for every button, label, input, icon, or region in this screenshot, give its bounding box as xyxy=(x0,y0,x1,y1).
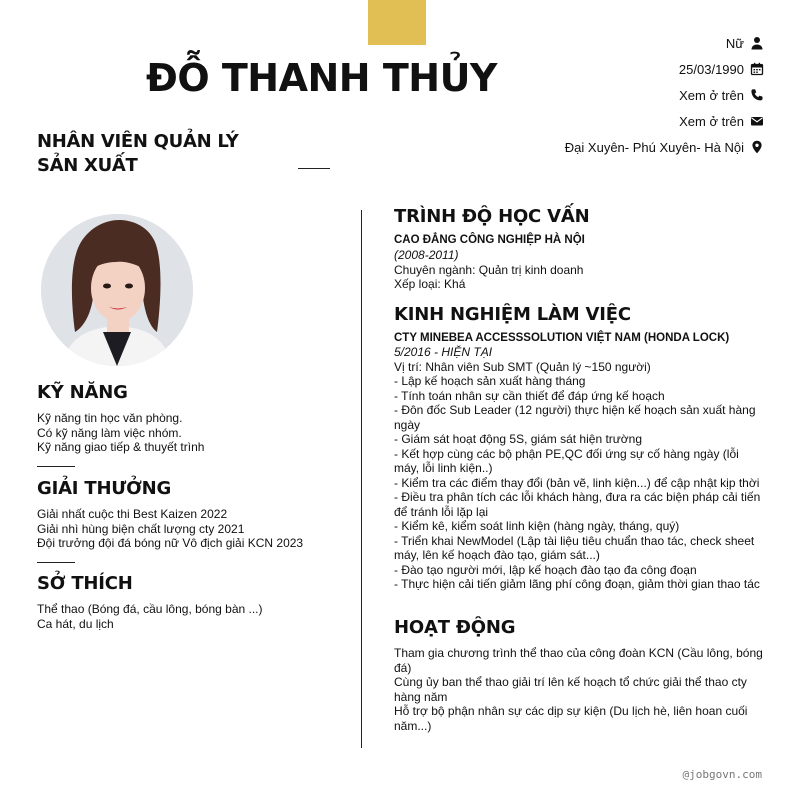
hobby-item: Ca hát, du lịch xyxy=(37,616,114,631)
duty-item: - Kiểm kê, kiểm soát linh kiện (hàng ngày, tháng, quý) xyxy=(394,519,680,533)
contact-phone-text: Xem ở trên xyxy=(679,87,744,103)
section-divider xyxy=(37,562,75,563)
duty-item: - Đôn đốc Sub Leader (12 người) thực hiện kế hoạch sản xuất hàng ngày xyxy=(394,403,756,432)
hobbies-heading: SỞ THÍCH xyxy=(37,573,133,594)
experience-period: 5/2016 - HIỆN TẠI xyxy=(394,345,493,359)
duty-item: - Điều tra phân tích các lỗi khách hàng, đưa ra các biện pháp cải tiến để tránh lỗi lặp lại xyxy=(394,490,761,519)
candidate-name: ĐỖ THANH THỦY xyxy=(146,56,497,100)
contact-list xyxy=(565,30,764,160)
watermark: @jobgovn.com xyxy=(682,768,762,781)
contact-email-text: Xem ở trên xyxy=(679,113,744,129)
contact-gender xyxy=(565,30,764,56)
contact-phone xyxy=(565,82,764,108)
school-name: CAO ĐẲNG CÔNG NGHIỆP HÀ NỘI xyxy=(394,234,585,246)
duty-item: - Triển khai NewModel (Lập tài liệu tiêu chuẩn thao tác, check sheet máy, lên kế hoạch đào tạo, giám sát...) xyxy=(394,533,755,562)
experience-section xyxy=(394,304,764,592)
duty-item: - Thực hiện cải tiến giảm lãng phí công đoạn, giảm thời gian thao tác xyxy=(394,577,760,591)
section-divider xyxy=(37,466,75,467)
education-section xyxy=(394,206,764,292)
awards-heading: GIẢI THƯỞNG xyxy=(37,478,172,499)
avatar xyxy=(41,214,193,366)
calendar-icon xyxy=(750,62,764,76)
contact-address xyxy=(565,134,764,160)
header-accent-block xyxy=(368,0,426,45)
phone-icon xyxy=(750,88,764,102)
duty-item: - Tính toán nhân sự cần thiết để đáp ứng kế hoạch xyxy=(394,388,665,403)
award-item: Giải nhất cuộc thi Best Kaizen 2022 xyxy=(37,507,228,521)
contact-gender-text: Nữ xyxy=(725,35,744,51)
duty-item: - Lập kế hoạch sản xuất hàng tháng xyxy=(394,374,586,388)
duty-item: - Giám sát hoạt động 5S, giám sát hiện trường xyxy=(394,432,643,446)
mail-icon xyxy=(750,114,764,128)
contact-address-text: Đại Xuyên- Phú Xuyên- Hà Nội xyxy=(564,139,744,155)
contact-birthdate-text: 25/03/1990 xyxy=(678,61,744,77)
skills-section xyxy=(37,382,317,467)
award-item: Giải nhì hùng biện chất lượng cty 2021 xyxy=(37,521,245,536)
activities-heading: HOẠT ĐỘNG xyxy=(394,617,516,638)
title-divider xyxy=(298,168,330,169)
activities-section xyxy=(394,617,764,733)
education-period: (2008-2011) xyxy=(394,248,459,262)
skills-heading: KỸ NĂNG xyxy=(37,382,128,403)
duty-item: - Kết hợp cùng các bộ phận PE,QC đối ứng sự cố hàng ngày (lỗi máy, lỗi linh kiện..) xyxy=(394,446,739,475)
company-name: CTY MINEBEA ACCESSSOLUTION VIỆT NAM (HONDA LOCK) xyxy=(394,332,730,344)
portrait-photo xyxy=(41,214,193,366)
skill-item: Có kỹ năng làm việc nhóm. xyxy=(37,425,182,440)
skill-item: Kỹ năng tin học văn phòng. xyxy=(37,411,183,425)
activity-item: Hỗ trợ bộ phận nhân sự các dịp sự kiện (Du lịch hè, liên hoan cuối năm...) xyxy=(394,704,748,733)
activity-item: Cùng ủy ban thể thao giải trí lên kế hoạch tổ chức giải thể thao cty hàng năm xyxy=(394,675,747,704)
experience-position: Vị trí: Nhân viên Sub SMT (Quản lý ~150 người) xyxy=(394,359,651,374)
user-icon xyxy=(750,36,764,50)
activity-item: Tham gia chương trình thể thao của công đoàn KCN (Cầu lông, bóng đá) xyxy=(394,646,763,675)
job-title: NHÂN VIÊN QUẢN LÝ SẢN XUẤT xyxy=(37,131,239,176)
hobbies-section xyxy=(37,573,317,631)
hobby-item: Thể thao (Bóng đá, cầu lông, bóng bàn ...) xyxy=(37,602,263,616)
duty-item: - Kiểm tra các điểm thay đổi (bản vẽ, linh kiện...) để cập nhật kịp thời xyxy=(394,475,760,490)
awards-section xyxy=(37,478,317,563)
contact-email xyxy=(565,108,764,134)
duty-item: - Đào tạo người mới, lập kế hoạch đào tạo đa công đoạn xyxy=(394,562,697,577)
education-grade: Xếp loại: Khá xyxy=(394,277,466,291)
location-pin-icon xyxy=(750,140,764,154)
experience-heading: KINH NGHIỆM LÀM VIỆC xyxy=(394,304,631,325)
column-divider xyxy=(361,210,362,748)
skill-item: Kỹ năng giao tiếp & thuyết trình xyxy=(37,440,205,454)
education-heading: TRÌNH ĐỘ HỌC VẤN xyxy=(394,206,590,227)
contact-birthdate xyxy=(565,56,764,82)
education-major: Chuyên ngành: Quản trị kinh doanh xyxy=(394,262,584,277)
award-item: Đội trưởng đội đá bóng nữ Vô địch giải KCN 2023 xyxy=(37,536,304,550)
